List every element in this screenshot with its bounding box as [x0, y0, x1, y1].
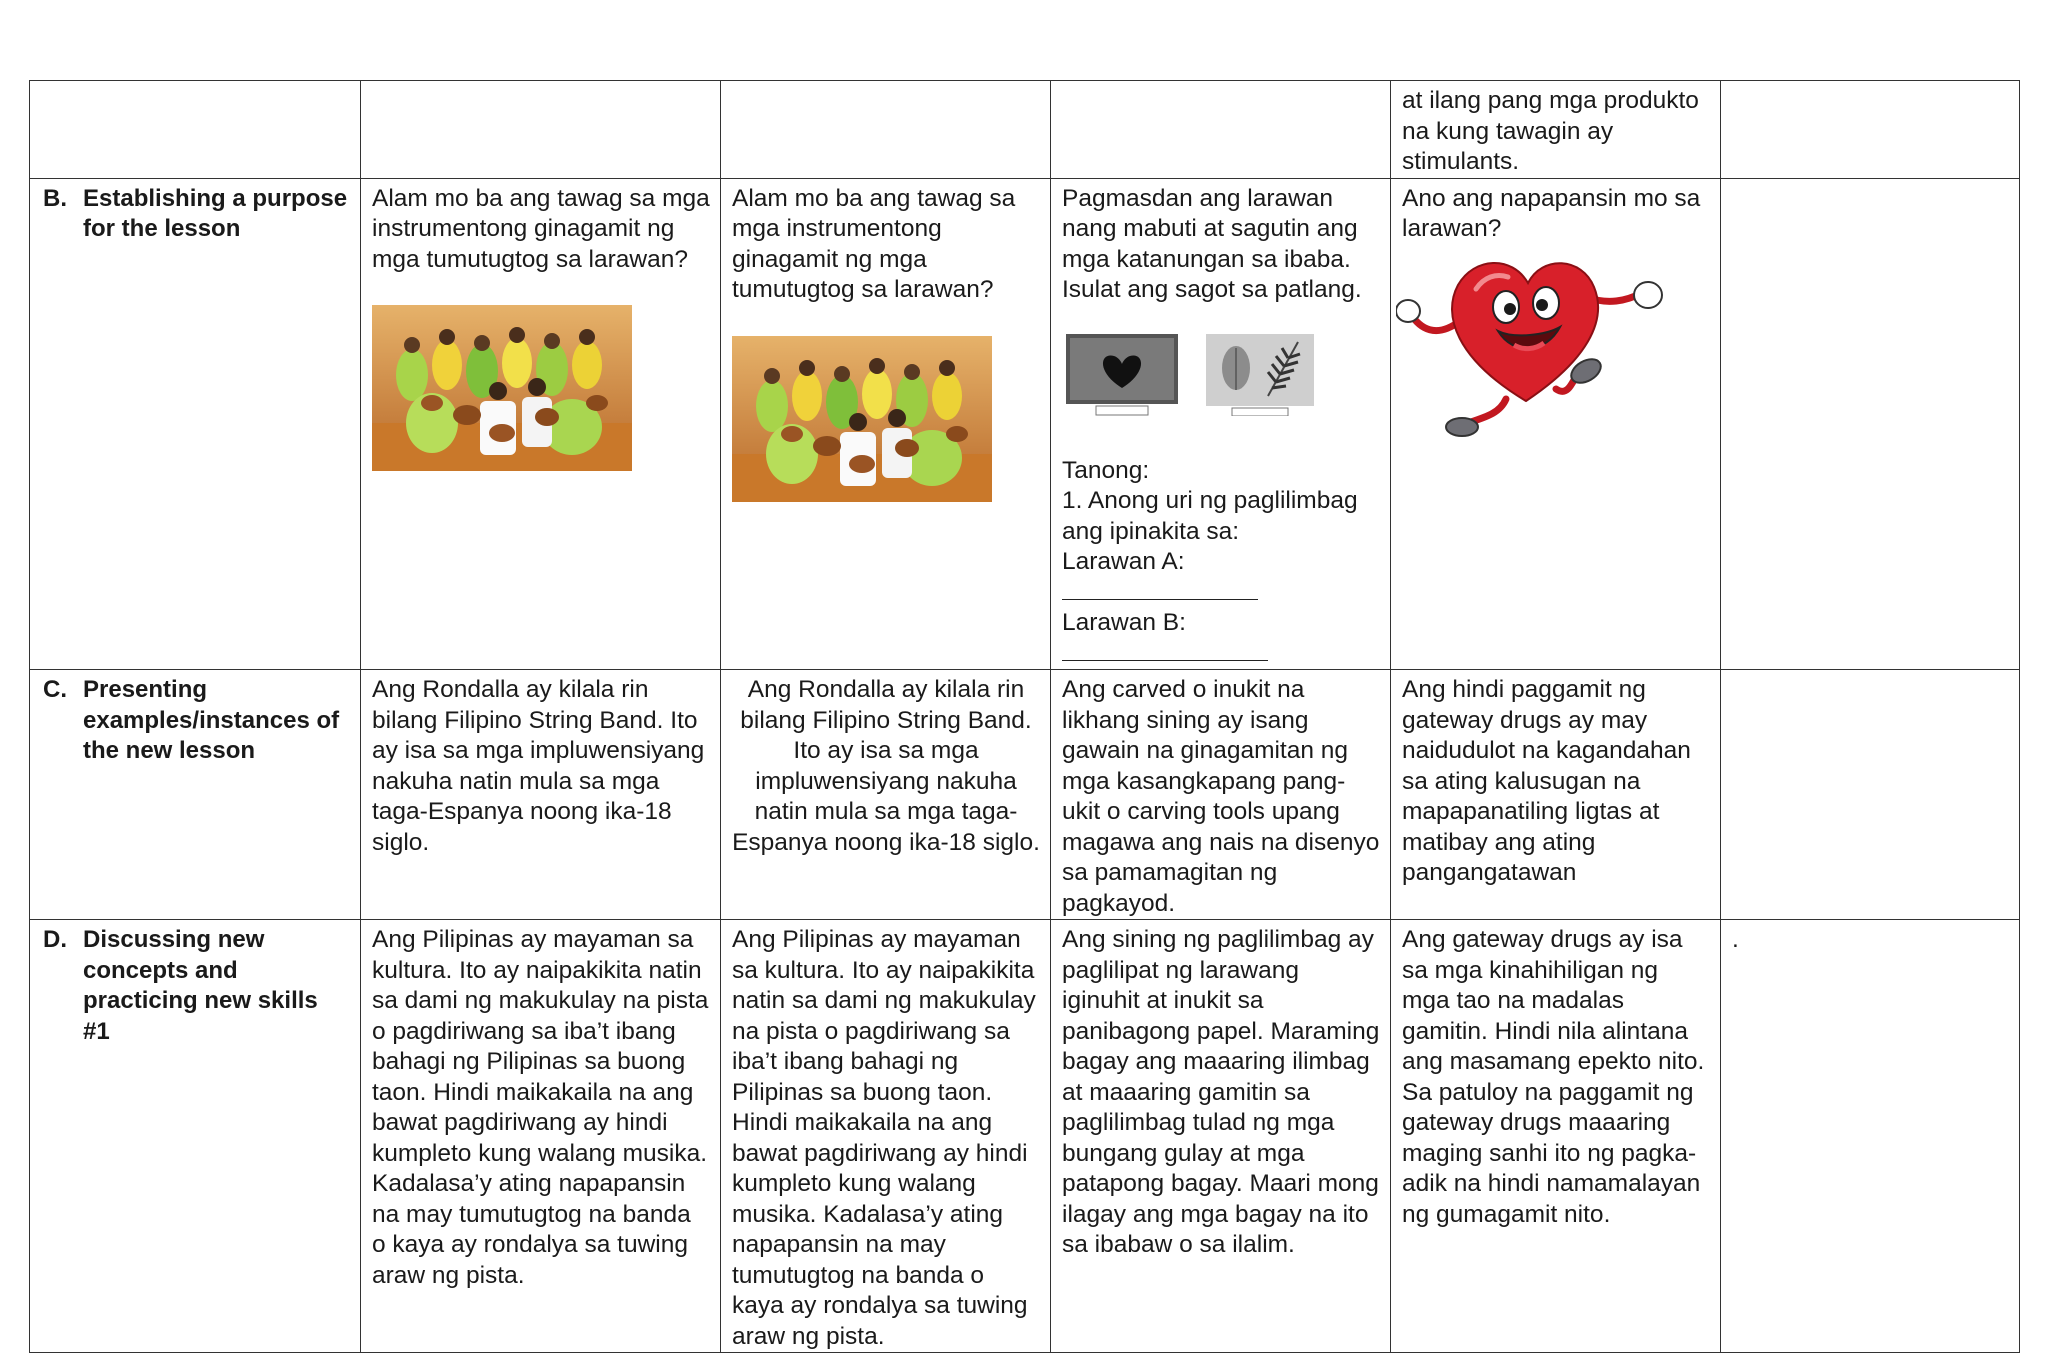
question-heading: Tanong: [1062, 456, 1150, 484]
print-samples [1066, 334, 1380, 416]
row-label-cell [30, 81, 361, 179]
print-sample-b [1206, 334, 1314, 416]
rondalla-photo [732, 336, 992, 502]
lesson-plan-table [29, 80, 2020, 1353]
cell-text: Pagmasdan ang larawan nang mabuti at sagutin ang mga katanungan sa ibaba. Isulat ang sagot sa patlang. [1062, 184, 1362, 303]
tuesday-cell: Ang Pilipinas ay mayaman sa kultura. Ito ay naipakikita natin sa dami ng makukulay na pista o pagdiriwang sa iba’t ibang bahagi ng Pilipinas sa buong taon. Hindi maikakaila na ang bawat pagdiriwang ay hindi kumpleto kung walang musika. Kadalasa’y ating napapansin na may tumutugtog na banda o kaya ay rondalya sa tuwing araw ng pista. [721, 920, 1051, 1353]
row-label: Establishing a purpose for the lesson [83, 184, 348, 242]
cell-text: Ano ang napapansin mo sa larawan? [1402, 184, 1701, 242]
question-1: 1. Anong uri ng paglilimbag ang ipinakita sa: [1062, 487, 1358, 545]
row-letter: B. [43, 184, 67, 212]
thursday-cell: Ang hindi paggamit ng gateway drugs ay may naidudulot na kagandahan sa ating kalusugan na mapapanatiling ligtas at matibay ang ating pangangatawan [1391, 670, 1721, 920]
row-label-cell [30, 670, 361, 920]
thursday-cell: Ang gateway drugs ay isa sa mga kinahihiligan ng mga tao na madalas gamitin. Hindi nila alintana ang masamang epekto nito. Sa patuloy na paggamit ng gateway drugs maaaring maging sanhi ito ng pagka-adik na hindi namamalayan ng gumagamit nito. [1391, 920, 1721, 1353]
monday-cell: Ang Rondalla ay kilala rin bilang Filipino String Band. Ito ay isa sa mga impluwensiyang nakuha natin mula sa mga taga-Espanya noong ika-18 siglo. [361, 670, 721, 920]
monday-cell [361, 81, 721, 179]
row-label: Presenting examples/instances of the new lesson [83, 676, 340, 764]
answer-b-label: Larawan B: [1062, 609, 1186, 636]
answer-a-blank[interactable] [1062, 598, 1258, 600]
wednesday-cell: Ang sining ng paglilimbag ay paglilipat ng larawang iginuhit at inukit sa panibagong papel. Maraming bagay ang maaaring ilimbag at maaaring gamitin sa paglilimbag tulad ng mga bungang gulay at mga patapong bagay. Maari mong ilagay ang mga bagay na ito sa ibabaw o sa ilalim. [1051, 920, 1391, 1353]
wednesday-cell [1051, 178, 1391, 670]
tuesday-cell: Ang Rondalla ay kilala rin bilang Filipino String Band. Ito ay isa sa mga impluwensiyang nakuha natin mula sa mga taga-Espanya noong ika-18 siglo. [721, 670, 1051, 920]
print-sample-a [1066, 334, 1178, 416]
monday-cell: Ang Pilipinas ay mayaman sa kultura. Ito ay naipakikita natin sa dami ng makukulay na pista o pagdiriwang sa iba’t ibang bahagi ng Pilipinas sa buong taon. Hindi maikakaila na ang bawat pagdiriwang ay hindi kumpleto kung walang musika. Kadalasa’y ating napapansin na may tumutugtog na banda o kaya ay rondalya sa tuwing araw ng pista. [361, 920, 721, 1353]
wednesday-cell [1051, 81, 1391, 179]
table-row [30, 670, 2020, 920]
row-label-cell [30, 920, 361, 1353]
table-row [30, 920, 2020, 1353]
tuesday-cell [721, 81, 1051, 179]
friday-cell [1721, 81, 2020, 179]
tuesday-cell [721, 178, 1051, 670]
row-label: Discussing new concepts and practicing new skills #1 [83, 926, 318, 1045]
table-row [30, 81, 2020, 179]
thursday-cell [1391, 178, 1721, 670]
row-letter: D. [43, 926, 67, 953]
rondalla-photo [372, 305, 632, 471]
wednesday-cell: Ang carved o inukit na likhang sining ay isang gawain na ginagamitan ng mga kasangkapang pang-ukit o carving tools upang magawa ang nais na disenyo sa pamamagitan ng pagkayod. [1051, 670, 1391, 920]
friday-cell [1721, 178, 2020, 670]
cell-text: Alam mo ba ang tawag sa mga instrumentong ginagamit ng mga tumutugtog sa larawan? [372, 184, 710, 273]
friday-cell: . [1721, 920, 2020, 1353]
table-row [30, 178, 2020, 670]
answer-b-blank[interactable] [1062, 659, 1268, 661]
friday-cell [1721, 670, 2020, 920]
thursday-cell: at ilang pang mga produkto na kung tawagin ay stimulants. [1391, 81, 1721, 179]
monday-cell [361, 178, 721, 670]
heart-mascot [1396, 249, 1666, 439]
cell-text: Alam mo ba ang tawag sa mga instrumentong ginagamit ng mga tumutugtog sa larawan? [732, 184, 1016, 303]
row-letter: C. [43, 676, 67, 703]
answer-a-label: Larawan A: [1062, 548, 1185, 575]
row-label-cell [30, 178, 361, 670]
